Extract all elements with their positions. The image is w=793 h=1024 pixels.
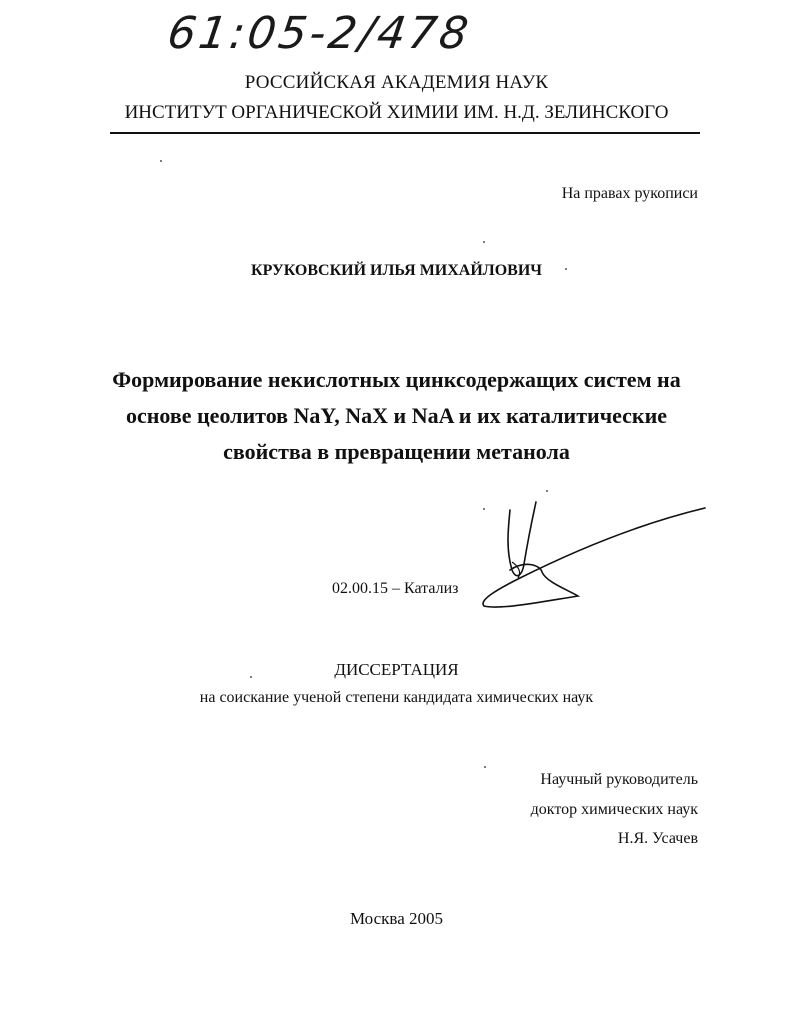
supervisor-degree: доктор химических наук (530, 801, 698, 818)
dissertation-label: ДИССЕРТАЦИЯ (334, 660, 459, 679)
city-year: Москва 2005 (349, 909, 444, 928)
handwritten-archive-number: 61:05-2/478 (164, 8, 475, 59)
header-divider (110, 132, 700, 134)
scan-speck (565, 268, 567, 270)
title-line-1: Формирование некислотных цинксодержащих систем на (112, 367, 681, 392)
institute-name: ИНСТИТУТ ОРГАНИЧЕСКОЙ ХИМИИ ИМ. Н.Д. ЗЕЛИНСКОГО (124, 102, 669, 123)
scan-speck (483, 241, 485, 243)
specialty-code: 02.00.15 – Катализ (332, 580, 459, 597)
scan-speck (546, 490, 548, 492)
dissertation-title (80, 362, 713, 470)
degree-sought: на соискание ученой степени кандидата химических наук (199, 689, 594, 706)
scan-speck (483, 508, 485, 510)
scan-speck (484, 766, 486, 768)
title-line-3: свойства в превращении метанола (223, 439, 570, 464)
scan-speck (250, 676, 252, 678)
author-name: КРУКОВСКИЙ ИЛЬЯ МИХАЙЛОВИЧ (250, 262, 543, 279)
academy-name: РОССИЙСКАЯ АКАДЕМИЯ НАУК (244, 72, 549, 93)
author-signature (470, 490, 710, 620)
scan-speck (160, 160, 162, 162)
rights-note: На правах рукописи (561, 185, 698, 202)
title-line-2: основе цеолитов NaY, NaX и NaA и их каталитические (125, 403, 668, 428)
supervisor-role: Научный руководитель (540, 771, 698, 788)
supervisor-name: Н.Я. Усачев (617, 830, 698, 847)
